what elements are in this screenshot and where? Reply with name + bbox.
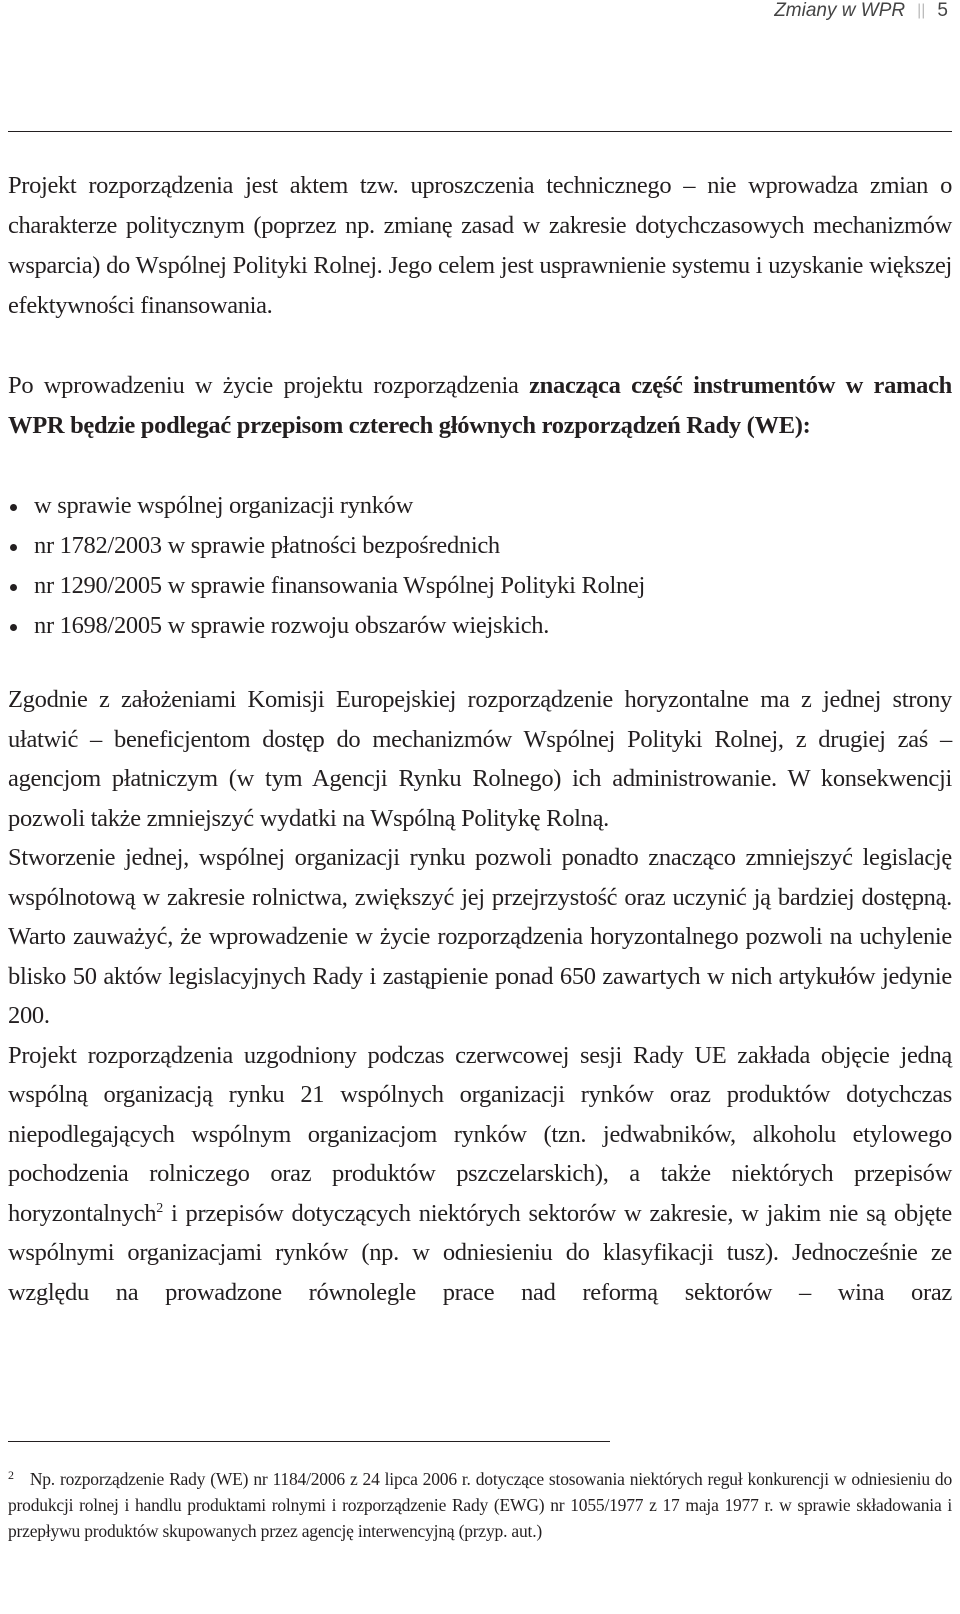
footnote-rule — [8, 1441, 610, 1442]
paragraph-regulations-bold: znacząca część instrumentów w ramach WPR będzie podlegać przepisom czterech głównych rozporządzeń Rady (WE): — [8, 372, 953, 439]
list-item: nr 1782/2003 w sprawie płatności bezpośrednich — [8, 526, 952, 566]
running-title: Zmiany w WPR — [774, 0, 906, 21]
footnote — [8, 1466, 952, 1544]
paragraph-intro: Projekt rozporządzenia jest aktem tzw. uproszczenia technicznego – nie wprowadza zmian o charakterze politycznym (poprzez np. zmianę zasad w zakresie dotychczasowych mechanizmów wsparcia) do Wspólnej Polityki Rolnej. Jego celem jest usprawnienie systemu i uzyskanie większej efektywności finansowania. — [8, 172, 952, 319]
paragraph-regulations — [8, 366, 952, 446]
footnote-reference: 2 — [156, 1200, 163, 1216]
paragraph-june-session-continued: i przepisów dotyczących niektórych sektorów w zakresie, w jakim nie są objęte wspólnymi organizacjami rynków (np. w odniesieniu do klasyfikacji tusz). Jednocześnie ze względu na prowadzone równolegle prace nad reformą sektorów – wina oraz — [8, 1199, 952, 1306]
body-text — [8, 680, 952, 1312]
running-header — [774, 0, 948, 22]
header-separator: || — [917, 2, 926, 19]
paragraph-single-cmo: Stworzenie jednej, wspólnej organizacji rynku pozwoli ponadto znacząco zmniejszyć legislację wspólnotową w zakresie rolnictwa, zwiększyć jej przejrzystość oraz uczynić ją bardziej dostępną. Warto zauważyć, że wprowadzenie w życie rozporządzenia horyzontalnego pozwoli na uchylenie blisko 50 aktów legislacyjnych Rady i zastąpienie ponad 650 zawartych w nich artykułów jedynie 200. — [8, 844, 952, 1029]
header-rule — [8, 131, 952, 132]
paragraph-june-session-text: Projekt rozporządzenia uzgodniony podczas czerwcowej sesji Rady UE zakłada objęcie jedną wspólną organizacją rynku 21 wspólnych organizacji rynków oraz produktów dotychczas niepodlegających wspólnym organizacjom rynków (tzn. jedwabników, alkoholu etylowego pochodzenia rolniczego oraz produktów pszczelarskich), a także niektórych przepisów horyzontalnych — [8, 1041, 952, 1227]
paragraph-commission: Zgodnie z założeniami Komisji Europejskiej rozporządzenie horyzontalne ma z jednej strony ułatwić – beneficjentom dostęp do mechanizmów Wspólnej Polityki Rolnej, z drugiej zaś – agencjom płatniczym (w tym Agencji Rynku Rolnego) ich administrowanie. W konsekwencji pozwoli także zmniejszyć wydatki na Wspólną Politykę Rolną. — [8, 686, 952, 832]
list-item: w sprawie wspólnej organizacji rynków — [8, 486, 952, 526]
list-item: nr 1290/2005 w sprawie finansowania Wspólnej Polityki Rolnej — [8, 566, 952, 606]
paragraph-june-session — [8, 1036, 952, 1313]
list-item: nr 1698/2005 w sprawie rozwoju obszarów wiejskich. — [8, 606, 952, 646]
regulations-list — [8, 486, 952, 646]
paragraph-regulations-lead: Po wprowadzeniu w życie projektu rozporządzenia — [8, 372, 530, 399]
footnote-mark: 2 — [8, 1468, 14, 1482]
footnote-text: Np. rozporządzenie Rady (WE) nr 1184/2006 z 24 lipca 2006 r. dotyczące stosowania niektórych reguł konkurencji w odniesieniu do produkcji rolnej i handlu produktami rolnymi i rozporządzenie Rady (EWG) nr 1055/1977 z 17 maja 1977 r. w sprawie składowania i przepływu produktów skupowanych przez agencję interwencyjną (przyp. aut.) — [8, 1469, 952, 1541]
page-number: 5 — [937, 0, 948, 21]
